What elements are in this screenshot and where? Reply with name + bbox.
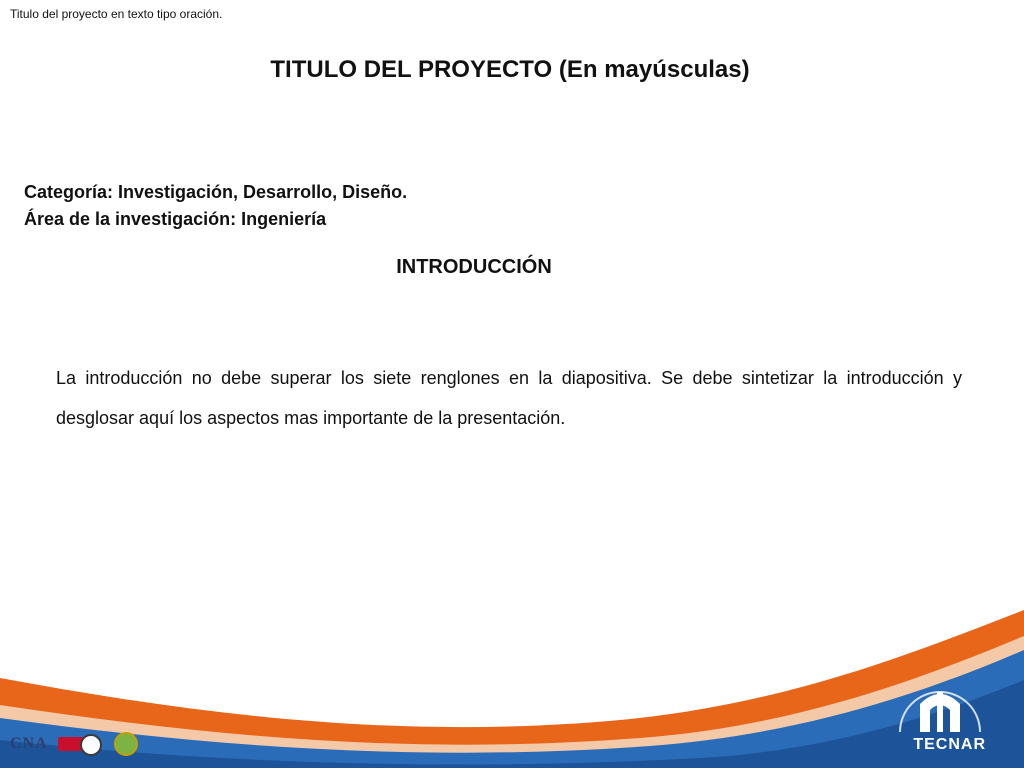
accreditation-logos bbox=[10, 730, 138, 758]
accreditation-seal-icon bbox=[58, 737, 92, 751]
quality-seal-icon bbox=[114, 732, 138, 756]
cna-logo: CNA bbox=[10, 735, 48, 752]
area-line: Área de la investigación: Ingeniería bbox=[24, 209, 327, 229]
tecnar-wordmark: TECNAR bbox=[913, 736, 986, 753]
category-line: Categoría: Investigación, Desarrollo, Diseño. bbox=[24, 182, 408, 202]
sentence-case-title: Titulo del proyecto en texto tipo oración. bbox=[10, 7, 223, 21]
footer-wave bbox=[0, 570, 1024, 768]
project-meta bbox=[24, 179, 407, 233]
main-title: TITULO DEL PROYECTO (En mayúsculas) bbox=[270, 56, 750, 83]
tecnar-pillar bbox=[937, 692, 943, 732]
intro-body: La introducción no debe superar los siete renglones en la diapositiva. Se debe sintetizar la introducción y desglosar aquí los aspectos mas importante de la presentación. bbox=[56, 368, 962, 428]
intro-heading: INTRODUCCIÓN bbox=[396, 256, 552, 278]
